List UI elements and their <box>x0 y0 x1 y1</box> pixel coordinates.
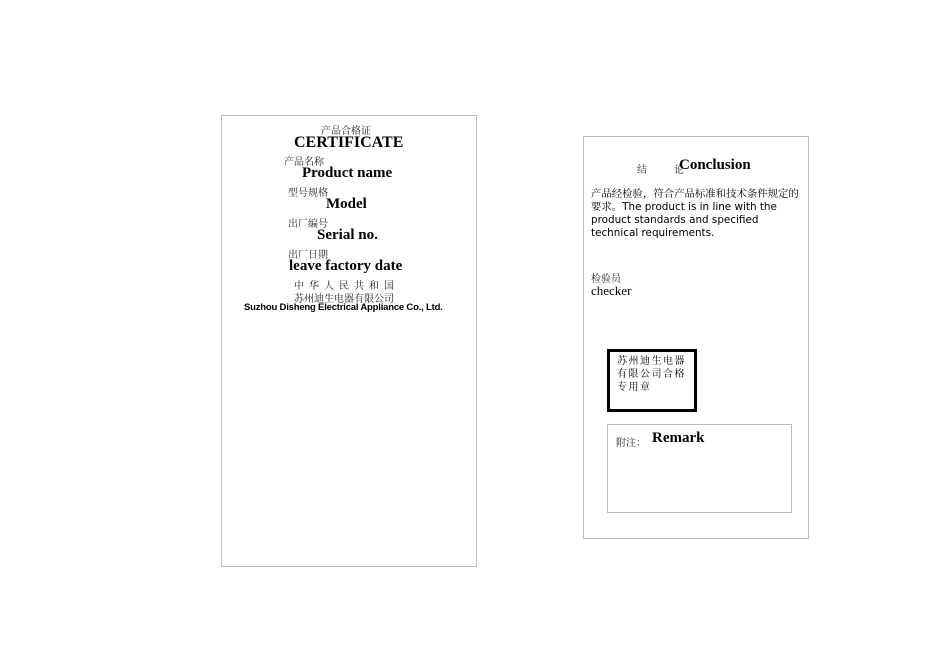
serial-label-en: Serial no. <box>317 227 378 243</box>
conclusion-statement: 产品经检验，符合产品标准和技术条件规定的要求。The product is in line with the product standards and specified technical requirements. <box>591 188 799 239</box>
company-name-en: Suzhou Disheng Electrical Appliance Co., Ltd. <box>244 302 443 313</box>
company-name-cn: 苏州迪生电器有限公司 <box>294 294 394 305</box>
inspection-stamp <box>607 349 697 412</box>
checker-label-cn: 检验员 <box>591 274 621 285</box>
remark-box <box>607 424 792 513</box>
country-name-cn: 中华人民共和国 <box>294 281 399 292</box>
certificate-title-cn: 产品合格证 <box>321 126 371 137</box>
model-label-cn: 型号规格 <box>288 188 328 199</box>
date-label-cn: 出厂日期 <box>288 250 328 261</box>
conclusion-label-cn: 结 论 <box>637 165 697 176</box>
stamp-text: 苏州迪生电器有限公司合格专用章 <box>617 356 686 393</box>
conclusion-card <box>583 136 809 539</box>
product-name-label-cn: 产品名称 <box>284 157 324 168</box>
serial-label-cn: 出厂编号 <box>288 219 328 230</box>
conclusion-label-en: Conclusion <box>679 157 751 173</box>
remark-label-cn: 附注： <box>616 438 646 449</box>
model-label-en: Model <box>326 196 367 212</box>
checker-label-en: checker <box>591 283 632 298</box>
date-label-en: leave factory date <box>289 258 403 274</box>
remark-label-en: Remark <box>652 430 705 446</box>
product-name-label-en: Product name <box>302 165 393 181</box>
certificate-title-en: CERTIFICATE <box>294 134 404 151</box>
certificate-card <box>221 115 477 567</box>
